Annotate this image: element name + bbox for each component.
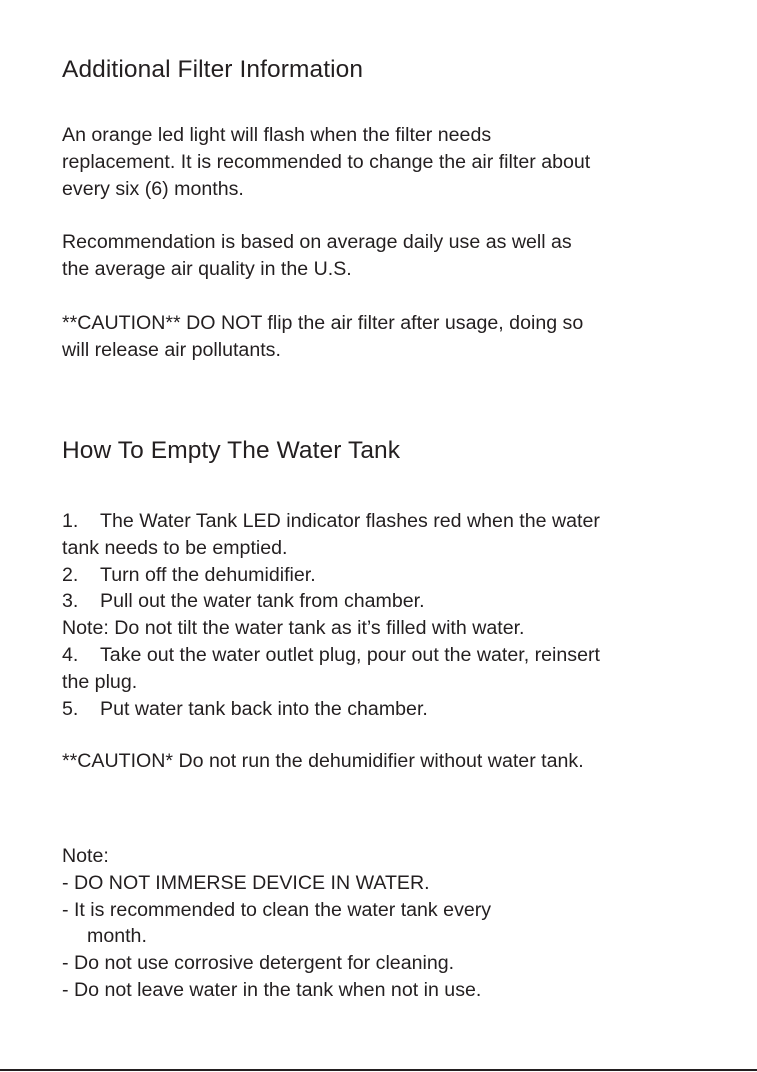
step-text: Take out the water outlet plug, pour out the water, reinsert <box>100 643 600 666</box>
text-line: the average air quality in the U.S. <box>62 257 352 280</box>
step-5 <box>62 696 722 723</box>
step-2 <box>62 562 722 589</box>
empty-tank-heading: How To Empty The Water Tank <box>62 437 401 464</box>
step-text: Turn off the dehumidifier. <box>100 563 316 586</box>
text-line: An orange led light will flash when the filter needs <box>62 124 492 146</box>
text-line: will release air pollutants. <box>62 338 281 361</box>
note-item: - It is recommended to clean the water tank every <box>62 898 492 921</box>
note-item-continued: month. <box>87 925 147 948</box>
recommendation-paragraph <box>62 229 722 283</box>
note-item: - Do not use corrosive detergent for cleaning. <box>62 952 455 975</box>
step-text: Pull out the water tank from chamber. <box>100 590 425 613</box>
notes-title: Note: <box>62 845 109 867</box>
step-number: 4. <box>62 643 79 666</box>
step-number: 5. <box>62 697 79 720</box>
text-line: **CAUTION* Do not run the dehumidifier without water tank. <box>62 750 584 772</box>
step-number: 3. <box>62 590 79 613</box>
step-number: 2. <box>62 563 79 586</box>
step-4 <box>62 642 722 669</box>
text-line: Recommendation is based on average daily use as well as <box>62 231 572 253</box>
page-bottom-rule <box>0 1069 757 1071</box>
step-1 <box>62 508 722 535</box>
text-line: replacement. It is recommended to change the air filter about <box>62 150 591 173</box>
filter-info-heading: Additional Filter Information <box>62 56 364 83</box>
step-3 <box>62 588 722 615</box>
text-line: every six (6) months. <box>62 177 244 200</box>
note-item: - Do not leave water in the tank when not in use. <box>62 978 482 1001</box>
filter-caution-paragraph <box>62 310 722 364</box>
step-text: The Water Tank LED indicator flashes red when the water <box>100 510 600 532</box>
tank-note: Note: Do not tilt the water tank as it’s filled with water. <box>62 617 525 640</box>
empty-tank-steps <box>62 508 722 722</box>
text-line: **CAUTION** DO NOT flip the air filter after usage, doing so <box>62 312 584 334</box>
notes-list <box>62 843 722 1004</box>
note-item: - DO NOT IMMERSE DEVICE IN WATER. <box>62 871 430 894</box>
filter-replacement-paragraph <box>62 122 722 202</box>
tank-caution-paragraph <box>62 748 722 775</box>
step-number: 1. <box>62 510 79 532</box>
step-4-continued: the plug. <box>62 670 138 693</box>
step-1-continued: tank needs to be emptied. <box>62 536 288 559</box>
step-text: Put water tank back into the chamber. <box>100 697 428 720</box>
